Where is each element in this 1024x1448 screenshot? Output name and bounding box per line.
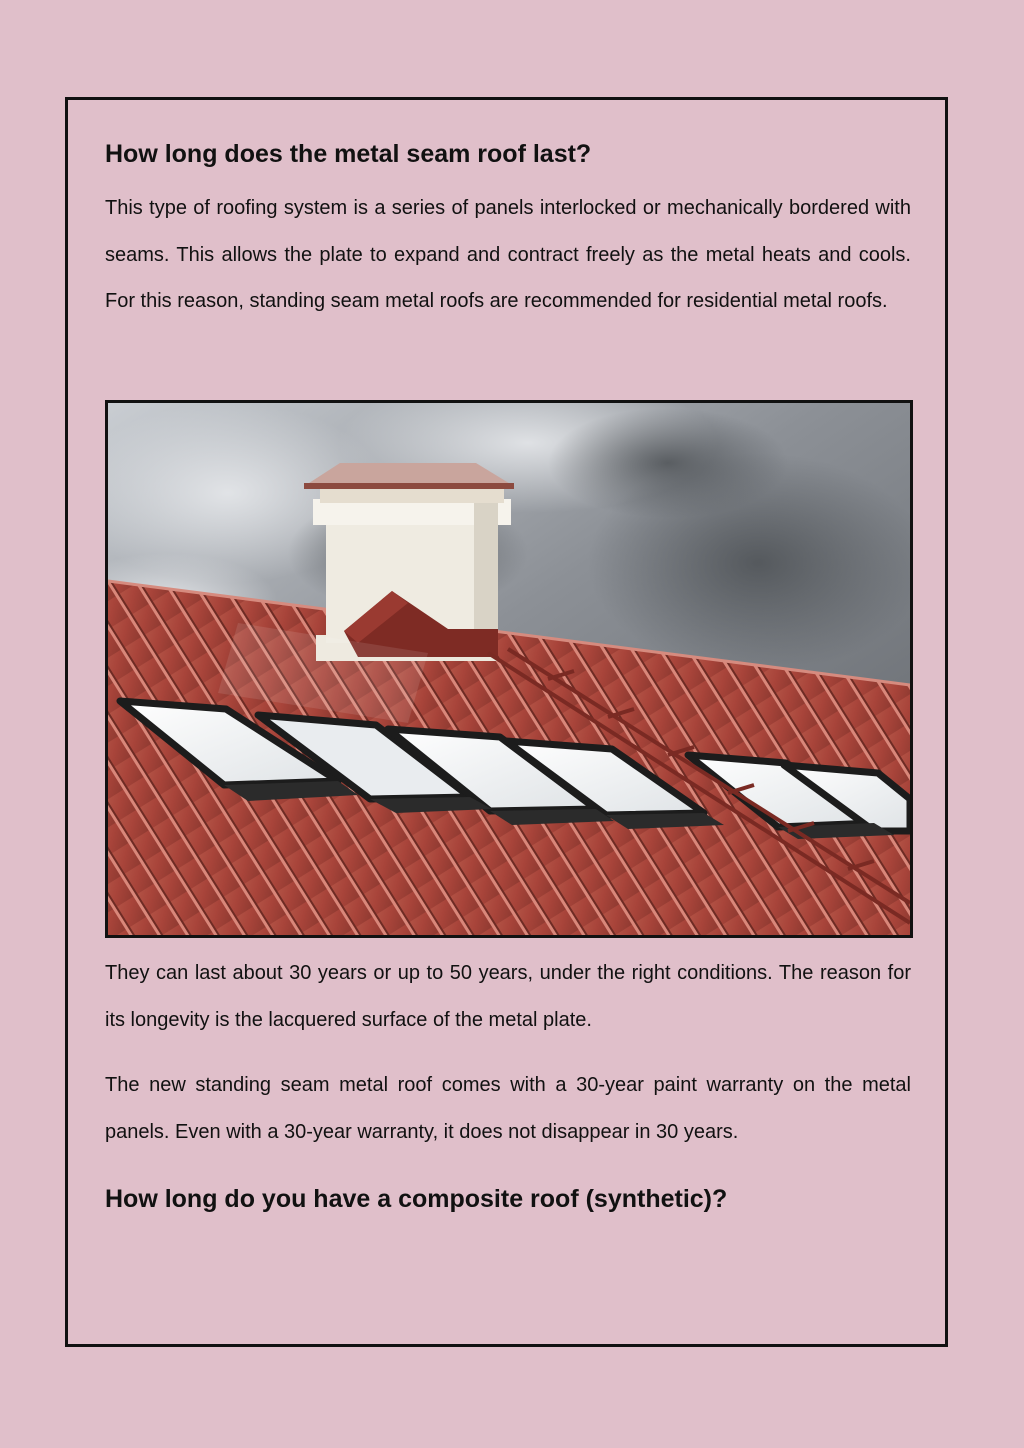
section-heading-metal-seam-roof: How long does the metal seam roof last? [105,140,592,168]
paragraph-roofing-system: This type of roofing system is a series of panels interlocked or mechanically bordered with seams. This allows the plate to expand and contract freely as the metal heats and cools. For this reason, standing seam metal roofs are recommended for residential metal roofs. [105,197,911,312]
section-heading-composite-roof: How long do you have a composite roof (synthetic)? [105,1185,728,1213]
paragraph-warranty: The new standing seam metal roof comes with a 30-year paint warranty on the metal panels. Even with a 30-year warranty, it does not disappear in 30 years. [105,1074,911,1143]
paragraph-longevity: They can last about 30 years or up to 50 years, under the right conditions. The reason for its longevity is the lacquered surface of the metal plate. [105,962,911,1031]
metal-roof-photo [105,400,913,938]
